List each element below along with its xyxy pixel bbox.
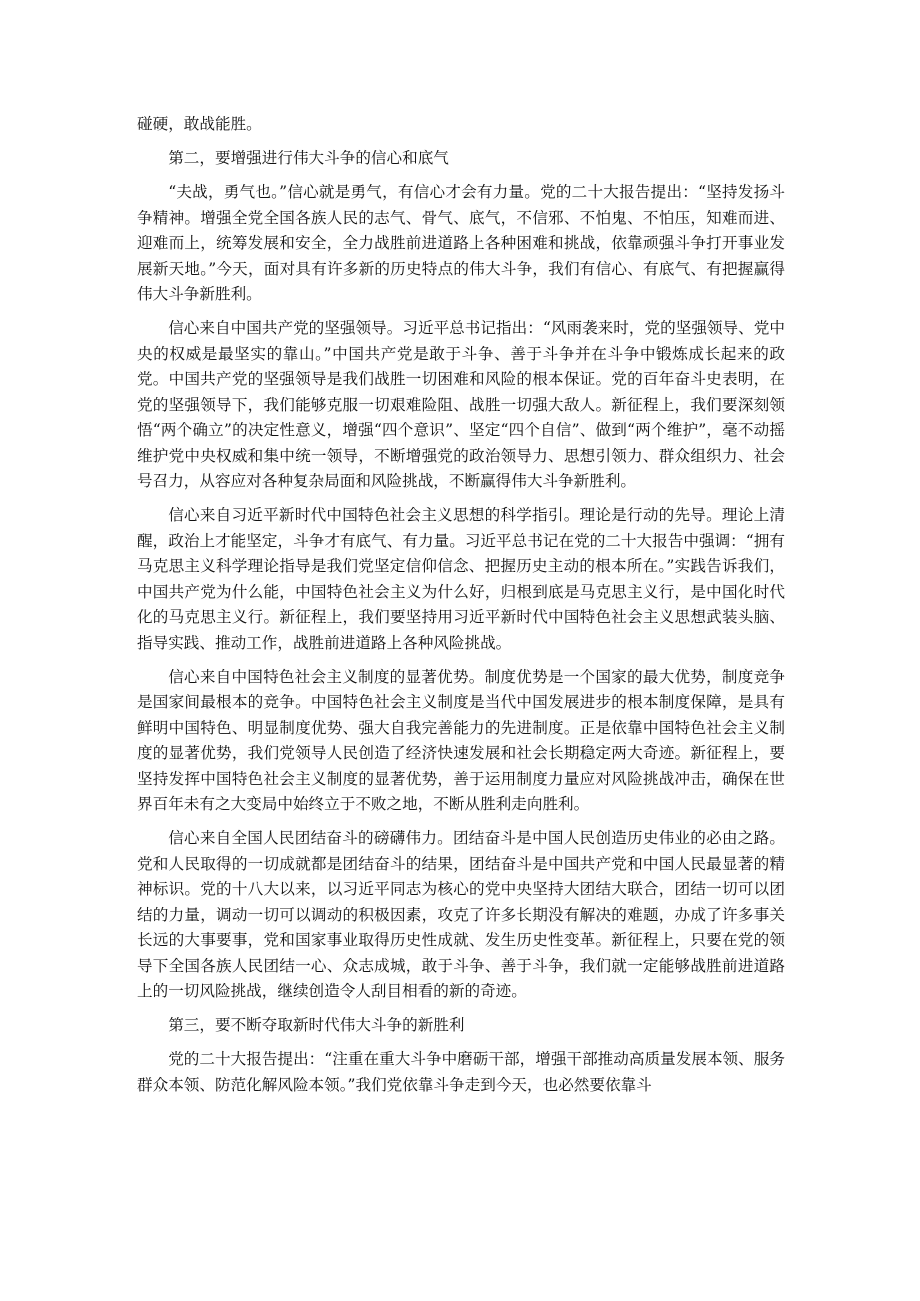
section-heading-third: 第三，要不断夺取新时代伟大斗争的新胜利 bbox=[168, 1016, 465, 1034]
paragraph-theory-guidance: 信心来自习近平新时代中国特色社会主义思想的科学指引。理论是行动的先导。理论上清醒，政治上才能坚定，斗争才有底气、有力量。习近平总书记在党的二十大报告中强调：“拥有马克思主义科学理论指导是我们党坚定信仰信念、把握历史主动的根本所在。”实践告诉我们，中国共产党为什么能，中国特色社会主义为什么好，归根到底是马克思主义行，是中国化时代化的马克思主义行。新征程上，我们要坚持用习近平新时代中国特色社会主义思想武装头脑、指导实践、推动工作，战胜前进道路上各种风险挑战。 bbox=[137, 506, 785, 652]
paragraph-continuation: 碰硬，敢战能胜。 bbox=[137, 115, 262, 133]
paragraph-courage: “夫战，勇气也。”信心就是勇气，有信心才会有力量。党的二十大报告提出：“坚持发扬斗争精神。增强全党全国各族人民的志气、骨气、底气，不信邪、不怕鬼、不怕压，知难而进、迎难而上，统筹发展和安全，全力战胜前进道路上各种困难和挑战，依靠顽强斗争打开事业发展新天地。”今天，面对具有许多新的历史特点的伟大斗争，我们有信心、有底气、有把握赢得伟大斗争新胜利。 bbox=[137, 183, 785, 303]
section-heading-second: 第二，要增强进行伟大斗争的信心和底气 bbox=[168, 149, 449, 167]
paragraph-cadres: 党的二十大报告提出：“注重在重大斗争中磨砺干部，增强干部推动高质量发展本领、服务群众本领、防范化解风险本领。”我们党依靠斗争走到今天，也必然要依靠斗 bbox=[137, 1050, 785, 1094]
paragraph-unity: 信心来自全国人民团结奋斗的磅礴伟力。团结奋斗是中国人民创造历史伟业的必由之路。党和人民取得的一切成就都是团结奋斗的结果，团结奋斗是中国共产党和中国人民最显著的精神标识。党的十八大以来，以习近平同志为核心的党中央坚持大团结大联合，团结一切可以团结的力量，调动一切可以调动的积极因素，攻克了许多长期没有解决的难题，办成了许多事关长远的大事要事，党和国家事业取得历史性成就、发生历史性变革。新征程上，只要在党的领导下全国各族人民团结一心、众志成城，敢于斗争、善于斗争，我们就一定能够战胜前进道路上的一切风险挑战，继续创造令人刮目相看的新的奇迹。 bbox=[137, 829, 785, 1000]
document-page bbox=[137, 112, 785, 1107]
paragraph-party-leadership: 信心来自中国共产党的坚强领导。习近平总书记指出：“风雨袭来时，党的坚强领导、党中央的权威是最坚实的靠山。”中国共产党是敢于斗争、善于斗争并在斗争中锻炼成长起来的政党。中国共产党的坚强领导是我们战胜一切困难和风险的根本保证。党的百年奋斗史表明，在党的坚强领导下，我们能够克服一切艰难险阻、战胜一切强大敌人。新征程上，我们要深刻领悟“两个确立”的决定性意义，增强“四个意识”、坚定“四个自信”、做到“两个维护”，毫不动摇维护党中央权威和集中统一领导，不断增强党的政治领导力、思想引领力、群众组织力、社会号召力，从容应对各种复杂局面和风险挑战，不断赢得伟大斗争新胜利。 bbox=[137, 319, 785, 490]
paragraph-system-advantage: 信心来自中国特色社会主义制度的显著优势。制度优势是一个国家的最大优势，制度竞争是国家间最根本的竞争。中国特色社会主义制度是当代中国发展进步的根本制度保障，是具有鲜明中国特色、明显制度优势、强大自我完善能力的先进制度。正是依靠中国特色社会主义制度的显著优势，我们党领导人民创造了经济快速发展和社会长期稳定两大奇迹。新征程上，要坚持发挥中国特色社会主义制度的显著优势，善于运用制度力量应对风险挑战冲击，确保在世界百年未有之大变局中始终立于不败之地，不断从胜利走向胜利。 bbox=[137, 667, 785, 813]
